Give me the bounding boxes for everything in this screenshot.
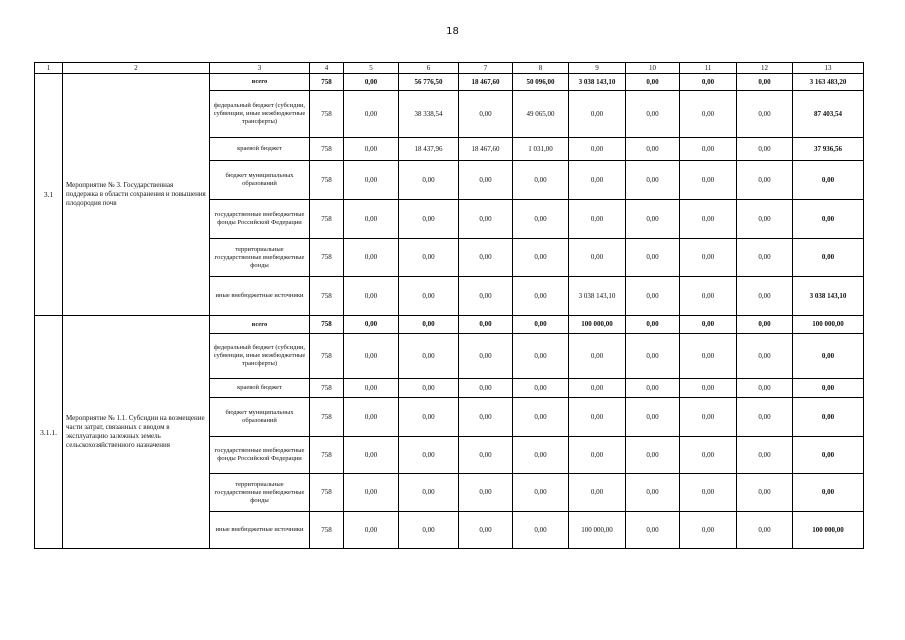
table-row xyxy=(35,74,864,91)
budget-code: 758 xyxy=(310,138,344,161)
column-number: 8 xyxy=(513,63,569,74)
budget-code: 758 xyxy=(310,239,344,277)
value-cell: 0,00 xyxy=(399,161,459,200)
total-cell: 0,00 xyxy=(793,398,864,437)
value-cell: 0,00 xyxy=(680,379,737,398)
budget-code: 758 xyxy=(310,512,344,549)
value-cell: 0,00 xyxy=(513,437,569,474)
column-number: 6 xyxy=(399,63,459,74)
column-number: 4 xyxy=(310,63,344,74)
value-cell: 0,00 xyxy=(399,316,459,334)
table-row xyxy=(35,316,864,334)
value-cell: 0,00 xyxy=(737,161,793,200)
funding-source: федеральный бюджет (субсидии, субвенции, иные межбюджетные трансферты) xyxy=(210,334,310,379)
value-cell: 0,00 xyxy=(680,161,737,200)
value-cell: 38 338,54 xyxy=(399,91,459,138)
value-cell: 0,00 xyxy=(459,91,513,138)
value-cell: 50 096,00 xyxy=(513,74,569,91)
funding-source: бюджет муниципальных образований xyxy=(210,398,310,437)
activity-name: Мероприятие № 1.1. Субсидии на возмещение части затрат, связанных с вводом в эксплуатацию залежных земель сельскохозяйственного назначения xyxy=(63,316,210,549)
value-cell: 0,00 xyxy=(626,334,680,379)
value-cell: 18 467,60 xyxy=(459,138,513,161)
page-number: 18 xyxy=(446,26,459,37)
value-cell: 0,00 xyxy=(459,161,513,200)
value-cell: 0,00 xyxy=(513,239,569,277)
activity-code: 3.1.1. xyxy=(35,316,63,549)
value-cell: 0,00 xyxy=(399,474,459,512)
value-cell: 1 031,00 xyxy=(513,138,569,161)
column-number: 12 xyxy=(737,63,793,74)
total-cell: 3 038 143,10 xyxy=(793,277,864,316)
total-cell: 0,00 xyxy=(793,474,864,512)
budget-code: 758 xyxy=(310,398,344,437)
value-cell: 0,00 xyxy=(513,316,569,334)
value-cell: 0,00 xyxy=(569,138,626,161)
value-cell: 0,00 xyxy=(459,200,513,239)
value-cell: 0,00 xyxy=(680,398,737,437)
value-cell: 0,00 xyxy=(626,200,680,239)
value-cell: 0,00 xyxy=(344,474,399,512)
total-cell: 0,00 xyxy=(793,437,864,474)
budget-table xyxy=(34,62,864,549)
value-cell: 0,00 xyxy=(680,316,737,334)
value-cell: 0,00 xyxy=(399,398,459,437)
total-cell: 100 000,00 xyxy=(793,512,864,549)
value-cell: 0,00 xyxy=(626,512,680,549)
column-number: 1 xyxy=(35,63,63,74)
value-cell: 0,00 xyxy=(626,474,680,512)
budget-code: 758 xyxy=(310,277,344,316)
value-cell: 0,00 xyxy=(344,200,399,239)
column-number-row xyxy=(35,63,864,74)
value-cell: 0,00 xyxy=(737,474,793,512)
value-cell: 0,00 xyxy=(626,277,680,316)
value-cell: 0,00 xyxy=(737,138,793,161)
funding-source: всего xyxy=(210,316,310,334)
budget-code: 758 xyxy=(310,74,344,91)
value-cell: 0,00 xyxy=(513,334,569,379)
column-number: 10 xyxy=(626,63,680,74)
value-cell: 0,00 xyxy=(626,161,680,200)
total-cell: 100 000,00 xyxy=(793,316,864,334)
column-number: 2 xyxy=(63,63,210,74)
budget-code: 758 xyxy=(310,161,344,200)
column-number: 7 xyxy=(459,63,513,74)
value-cell: 0,00 xyxy=(680,277,737,316)
column-number: 3 xyxy=(210,63,310,74)
value-cell: 0,00 xyxy=(399,379,459,398)
value-cell: 0,00 xyxy=(344,398,399,437)
value-cell: 0,00 xyxy=(459,512,513,549)
value-cell: 0,00 xyxy=(680,91,737,138)
value-cell: 49 065,00 xyxy=(513,91,569,138)
value-cell: 0,00 xyxy=(626,91,680,138)
value-cell: 0,00 xyxy=(569,474,626,512)
value-cell: 0,00 xyxy=(399,437,459,474)
value-cell: 0,00 xyxy=(680,474,737,512)
total-cell: 0,00 xyxy=(793,379,864,398)
total-cell: 37 936,56 xyxy=(793,138,864,161)
budget-code: 758 xyxy=(310,379,344,398)
funding-source: государственные внебюджетные фонды Российской Федерации xyxy=(210,437,310,474)
activity-name: Мероприятие № 3. Государственная поддержка в области сохранения и повышения плодородия почв xyxy=(63,74,210,316)
value-cell: 0,00 xyxy=(459,398,513,437)
value-cell: 0,00 xyxy=(680,437,737,474)
value-cell: 0,00 xyxy=(569,200,626,239)
value-cell: 0,00 xyxy=(513,277,569,316)
value-cell: 0,00 xyxy=(626,437,680,474)
value-cell: 0,00 xyxy=(399,277,459,316)
budget-code: 758 xyxy=(310,437,344,474)
value-cell: 0,00 xyxy=(626,316,680,334)
total-cell: 0,00 xyxy=(793,200,864,239)
value-cell: 3 038 143,10 xyxy=(569,277,626,316)
value-cell: 0,00 xyxy=(737,398,793,437)
value-cell: 0,00 xyxy=(737,437,793,474)
funding-source: всего xyxy=(210,74,310,91)
value-cell: 0,00 xyxy=(344,161,399,200)
value-cell: 0,00 xyxy=(399,200,459,239)
total-cell: 3 163 483,20 xyxy=(793,74,864,91)
column-number: 5 xyxy=(344,63,399,74)
value-cell: 0,00 xyxy=(399,512,459,549)
value-cell: 0,00 xyxy=(737,512,793,549)
value-cell: 0,00 xyxy=(680,239,737,277)
value-cell: 0,00 xyxy=(680,334,737,379)
column-number: 13 xyxy=(793,63,864,74)
budget-code: 758 xyxy=(310,334,344,379)
value-cell: 0,00 xyxy=(626,74,680,91)
value-cell: 0,00 xyxy=(344,437,399,474)
value-cell: 0,00 xyxy=(737,74,793,91)
budget-code: 758 xyxy=(310,316,344,334)
value-cell: 56 776,50 xyxy=(399,74,459,91)
value-cell: 0,00 xyxy=(737,334,793,379)
value-cell: 0,00 xyxy=(680,200,737,239)
value-cell: 0,00 xyxy=(344,334,399,379)
value-cell: 0,00 xyxy=(459,379,513,398)
funding-source: бюджет муниципальных образований xyxy=(210,161,310,200)
funding-source: федеральный бюджет (субсидии, субвенции, иные межбюджетные трансферты) xyxy=(210,91,310,138)
value-cell: 0,00 xyxy=(459,239,513,277)
column-number: 11 xyxy=(680,63,737,74)
budget-code: 758 xyxy=(310,91,344,138)
value-cell: 100 000,00 xyxy=(569,512,626,549)
value-cell: 0,00 xyxy=(626,398,680,437)
value-cell: 0,00 xyxy=(513,161,569,200)
value-cell: 0,00 xyxy=(344,91,399,138)
value-cell: 18 467,60 xyxy=(459,74,513,91)
funding-source: территориальные государственные внебюджетные фонды xyxy=(210,474,310,512)
funding-source: иные внебюджетные источники xyxy=(210,277,310,316)
value-cell: 0,00 xyxy=(680,74,737,91)
value-cell: 0,00 xyxy=(680,138,737,161)
funding-source: краевой бюджет xyxy=(210,138,310,161)
value-cell: 0,00 xyxy=(737,200,793,239)
activity-code: 3.1 xyxy=(35,74,63,316)
value-cell: 0,00 xyxy=(626,379,680,398)
value-cell: 0,00 xyxy=(513,200,569,239)
value-cell: 0,00 xyxy=(737,379,793,398)
value-cell: 0,00 xyxy=(459,277,513,316)
funding-source: краевой бюджет xyxy=(210,379,310,398)
budget-code: 758 xyxy=(310,474,344,512)
value-cell: 0,00 xyxy=(737,239,793,277)
value-cell: 0,00 xyxy=(513,379,569,398)
value-cell: 0,00 xyxy=(626,138,680,161)
value-cell: 0,00 xyxy=(569,91,626,138)
value-cell: 0,00 xyxy=(569,379,626,398)
value-cell: 0,00 xyxy=(344,277,399,316)
funding-source: государственные внебюджетные фонды Российской Федерации xyxy=(210,200,310,239)
value-cell: 0,00 xyxy=(569,398,626,437)
value-cell: 0,00 xyxy=(569,334,626,379)
funding-source: иные внебюджетные источники xyxy=(210,512,310,549)
value-cell: 0,00 xyxy=(513,398,569,437)
value-cell: 0,00 xyxy=(399,334,459,379)
total-cell: 0,00 xyxy=(793,161,864,200)
column-number: 9 xyxy=(569,63,626,74)
total-cell: 0,00 xyxy=(793,334,864,379)
value-cell: 0,00 xyxy=(459,316,513,334)
value-cell: 0,00 xyxy=(459,334,513,379)
value-cell: 100 000,00 xyxy=(569,316,626,334)
value-cell: 0,00 xyxy=(513,512,569,549)
value-cell: 0,00 xyxy=(459,437,513,474)
value-cell: 0,00 xyxy=(344,239,399,277)
value-cell: 0,00 xyxy=(737,91,793,138)
value-cell: 0,00 xyxy=(513,474,569,512)
value-cell: 0,00 xyxy=(569,161,626,200)
value-cell: 0,00 xyxy=(569,437,626,474)
value-cell: 0,00 xyxy=(737,316,793,334)
value-cell: 0,00 xyxy=(626,239,680,277)
total-cell: 87 403,54 xyxy=(793,91,864,138)
budget-code: 758 xyxy=(310,200,344,239)
value-cell: 0,00 xyxy=(344,379,399,398)
value-cell: 0,00 xyxy=(737,277,793,316)
value-cell: 0,00 xyxy=(680,512,737,549)
value-cell: 0,00 xyxy=(399,239,459,277)
value-cell: 0,00 xyxy=(344,316,399,334)
value-cell: 0,00 xyxy=(344,512,399,549)
value-cell: 0,00 xyxy=(344,138,399,161)
value-cell: 0,00 xyxy=(569,239,626,277)
total-cell: 0,00 xyxy=(793,239,864,277)
value-cell: 18 437,96 xyxy=(399,138,459,161)
value-cell: 3 038 143,10 xyxy=(569,74,626,91)
funding-source: территориальные государственные внебюджетные фонды xyxy=(210,239,310,277)
value-cell: 0,00 xyxy=(459,474,513,512)
value-cell: 0,00 xyxy=(344,74,399,91)
